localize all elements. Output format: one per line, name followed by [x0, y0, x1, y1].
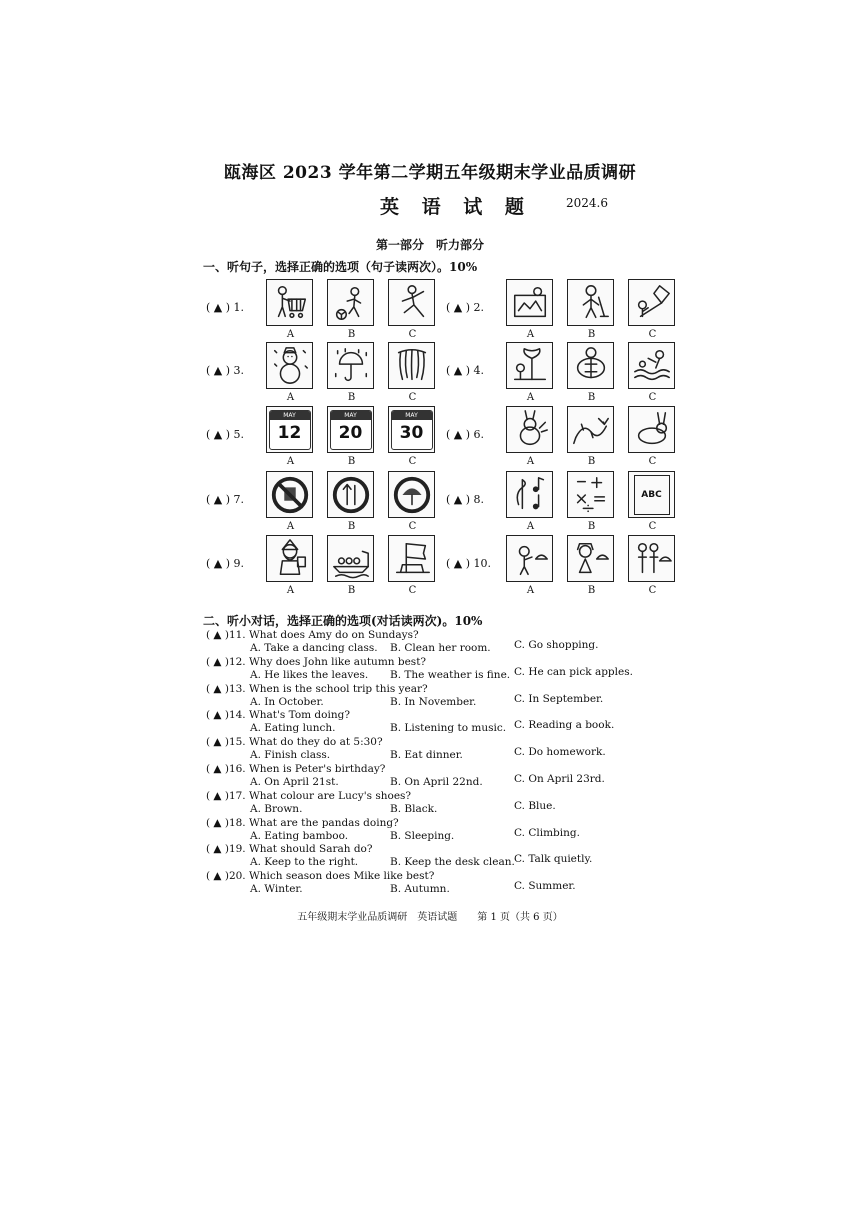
book-icon — [634, 475, 670, 515]
option-label: B — [347, 585, 356, 596]
question-stem: ( ▲ )15. What do they do at 5:30? — [206, 736, 383, 749]
football-icon — [330, 282, 372, 324]
option-b[interactable]: B. The weather is fine. — [390, 668, 511, 681]
option-label: C — [648, 585, 657, 596]
option-a[interactable]: A. He likes the leaves. — [250, 668, 369, 681]
option-c[interactable] — [628, 406, 677, 467]
question-stem: ( ▲ )18. What are the pandas doing? — [206, 816, 399, 829]
option-label: C — [408, 392, 417, 403]
dragon-icon — [570, 409, 612, 451]
option-a[interactable]: A. Brown. — [250, 802, 303, 815]
calendar-icon — [269, 410, 311, 450]
option-label: C — [648, 521, 657, 532]
picture-question — [446, 406, 689, 467]
option-label: A — [526, 456, 535, 467]
calendar-month: MAY — [392, 411, 432, 420]
option-b[interactable] — [567, 535, 616, 596]
option-a[interactable]: A. Eating bamboo. — [250, 829, 349, 842]
option-b[interactable] — [327, 279, 376, 340]
picture-box — [388, 535, 435, 582]
exam-subtitle: 英 语 试 题 — [380, 196, 532, 218]
option-b[interactable]: B. In November. — [390, 695, 477, 708]
picture-box — [266, 535, 313, 582]
option-label: A — [286, 329, 295, 340]
question-stem: ( ▲ )19. What should Sarah do? — [206, 843, 373, 856]
picture-box — [567, 471, 614, 518]
option-c[interactable]: C. Reading a book. — [514, 719, 615, 732]
option-b[interactable] — [327, 471, 376, 532]
option-c[interactable] — [388, 342, 437, 403]
option-label: A — [526, 521, 535, 532]
calendar-day: 12 — [277, 422, 302, 443]
calendar-month: MAY — [270, 411, 310, 420]
question-stem: ( ▲ )14. What's Tom doing? — [206, 709, 350, 722]
umbrella-icon — [330, 345, 372, 387]
calendar-day: 20 — [338, 422, 363, 443]
book-text: ABC — [641, 489, 662, 500]
option-label: A — [286, 456, 295, 467]
option-label: A — [286, 521, 295, 532]
picture-question — [206, 279, 449, 340]
option-b[interactable]: B. Clean her room. — [390, 642, 491, 654]
swimming-icon — [631, 345, 673, 387]
option-c[interactable] — [388, 471, 437, 532]
picture-box — [327, 342, 374, 389]
option-c[interactable] — [388, 535, 437, 596]
shopping-cart-icon — [269, 282, 311, 324]
exam-date: 2024.6 — [566, 196, 608, 210]
option-a[interactable] — [506, 342, 555, 403]
picture-question — [206, 342, 449, 403]
question-number: ( ▲ ) 2. — [446, 301, 485, 314]
question-number: ( ▲ ) 5. — [206, 428, 245, 441]
option-a[interactable] — [266, 342, 315, 403]
option-b[interactable]: B. Black. — [390, 802, 438, 815]
question-number: ( ▲ ) 7. — [206, 493, 245, 506]
option-a[interactable]: A. In October. — [250, 695, 324, 708]
rabbit-icon — [509, 409, 551, 451]
option-label: B — [347, 521, 356, 532]
picture-question — [446, 471, 689, 532]
picture-box — [327, 406, 374, 453]
picture-box — [506, 471, 553, 518]
picture-box — [388, 279, 435, 326]
no-tree-cutting-sign-icon — [391, 474, 433, 516]
part-heading: 第一部分 听力部分 — [375, 238, 484, 252]
option-c[interactable] — [628, 342, 677, 403]
picture-box — [506, 279, 553, 326]
picture-box — [567, 342, 614, 389]
picture-box — [327, 535, 374, 582]
option-b[interactable]: B. Sleeping. — [390, 829, 455, 842]
option-label: B — [347, 392, 356, 403]
option-label: A — [286, 585, 295, 596]
picture-box — [628, 535, 675, 582]
option-c[interactable]: C. Summer. — [514, 880, 576, 893]
picture-box — [628, 471, 675, 518]
option-a[interactable]: A. Finish class. — [250, 749, 331, 762]
willow-icon — [391, 345, 433, 387]
option-a[interactable]: A. On April 21st. — [250, 776, 339, 788]
option-label: A — [526, 585, 535, 596]
option-c[interactable] — [628, 279, 677, 340]
picture-question — [446, 279, 689, 340]
picture-box — [266, 342, 313, 389]
option-a[interactable] — [506, 471, 555, 532]
picture-box — [388, 406, 435, 453]
turtle-icon — [570, 345, 612, 387]
one-way-sign-icon — [330, 474, 372, 516]
option-label: C — [408, 521, 417, 532]
option-c[interactable]: C. Talk quietly. — [514, 853, 593, 866]
option-a[interactable] — [266, 471, 315, 532]
option-a[interactable]: A. Winter. — [250, 883, 303, 896]
option-b[interactable] — [327, 342, 376, 403]
girl-with-hat-icon — [570, 538, 612, 580]
calendar-month: MAY — [331, 411, 371, 420]
section1-heading: 一、听句子，选择正确的选项（句子读两次）。10% — [203, 260, 478, 274]
option-b[interactable]: B. On April 22nd. — [390, 776, 483, 788]
picture-box — [567, 406, 614, 453]
santa-icon — [269, 538, 311, 580]
question-number: ( ▲ ) 4. — [446, 364, 485, 377]
question-number: ( ▲ ) 6. — [446, 428, 485, 441]
option-a[interactable] — [506, 535, 555, 596]
option-label: B — [587, 456, 596, 467]
option-c[interactable]: C. Climbing. — [514, 826, 580, 839]
question-number: ( ▲ ) 10. — [446, 557, 492, 570]
option-c[interactable]: C. On April 23rd. — [514, 773, 605, 785]
option-label: B — [587, 585, 596, 596]
calendar-icon — [330, 410, 372, 450]
option-b[interactable] — [567, 471, 616, 532]
option-label: A — [286, 392, 295, 403]
music-notes-icon — [509, 474, 551, 516]
option-label: B — [587, 329, 596, 340]
option-b[interactable] — [567, 279, 616, 340]
family-icon — [631, 538, 673, 580]
flag-icon — [391, 538, 433, 580]
option-label: B — [587, 392, 596, 403]
picture-box — [506, 342, 553, 389]
option-a[interactable] — [266, 535, 315, 596]
option-label: C — [408, 329, 417, 340]
option-label: C — [648, 392, 657, 403]
option-a[interactable] — [506, 279, 555, 340]
option-c[interactable]: C. In September. — [514, 692, 604, 705]
option-a[interactable]: A. Take a dancing class. — [250, 642, 378, 654]
picture-box — [506, 406, 553, 453]
picture-box — [388, 471, 435, 518]
option-c[interactable]: C. He can pick apples. — [514, 665, 633, 678]
option-c[interactable] — [388, 279, 437, 340]
picture-question — [446, 342, 689, 403]
option-a[interactable]: A. Eating lunch. — [250, 722, 336, 735]
option-a[interactable] — [266, 279, 315, 340]
picture-box — [266, 279, 313, 326]
picture-box — [266, 406, 313, 453]
drawing-icon — [509, 282, 551, 324]
kite-icon — [631, 282, 673, 324]
question-number: ( ▲ ) 8. — [446, 493, 485, 506]
question-stem: ( ▲ )16. When is Peter's birthday? — [206, 763, 386, 775]
sweeping-icon — [570, 282, 612, 324]
option-label: B — [587, 521, 596, 532]
option-b[interactable]: B. Autumn. — [390, 883, 450, 896]
exam-title: 瓯海区 2023 学年第二学期五年级期末学业品质调研 — [223, 163, 637, 183]
question-stem: ( ▲ )13. When is the school trip this year? — [206, 682, 428, 695]
question-stem: ( ▲ )12. Why does John like autumn best? — [206, 655, 427, 668]
option-a[interactable] — [266, 406, 315, 467]
kungfu-icon — [391, 282, 433, 324]
option-c[interactable]: C. Go shopping. — [514, 639, 599, 651]
picture-box — [567, 279, 614, 326]
option-c[interactable] — [388, 406, 437, 467]
question-stem: ( ▲ )20. Which season does Mike like best? — [206, 870, 435, 883]
option-b[interactable] — [327, 406, 376, 467]
picture-box — [266, 471, 313, 518]
boy-with-hat-icon — [509, 538, 551, 580]
snowman-icon — [269, 345, 311, 387]
picture-box — [388, 342, 435, 389]
option-label: A — [526, 392, 535, 403]
option-c[interactable]: C. Do homework. — [514, 746, 606, 759]
question-stem: ( ▲ )11. What does Amy do on Sundays? — [206, 629, 419, 641]
calendar-day: 30 — [399, 422, 424, 443]
option-b[interactable] — [567, 406, 616, 467]
option-label: C — [648, 456, 657, 467]
picture-question — [206, 406, 449, 467]
picture-box — [628, 342, 675, 389]
page-footer: 五年级期末学业品质调研 英语试题 第 1 页（共 6 页） — [297, 912, 563, 923]
option-b[interactable]: B. Listening to music. — [390, 722, 507, 735]
picture-box — [567, 535, 614, 582]
option-label: B — [347, 456, 356, 467]
question-number: ( ▲ ) 1. — [206, 301, 245, 314]
option-label: C — [408, 585, 417, 596]
picture-question — [206, 471, 449, 532]
option-b[interactable] — [327, 535, 376, 596]
option-label: C — [648, 329, 657, 340]
section2-heading: 二、听小对话，选择正确的选项(对话读两次)。10% — [203, 614, 483, 628]
option-a[interactable]: A. Keep to the right. — [250, 856, 359, 869]
option-b[interactable] — [567, 342, 616, 403]
option-label: B — [347, 329, 356, 340]
option-b[interactable]: B. Keep the desk clean. — [390, 856, 515, 869]
question-number: ( ▲ ) 9. — [206, 557, 245, 570]
option-label: C — [408, 456, 417, 467]
rabbit-lying-icon — [631, 409, 673, 451]
picture-box — [327, 471, 374, 518]
option-label: A — [526, 329, 535, 340]
picture-box — [327, 279, 374, 326]
math-symbols-icon — [570, 474, 612, 516]
picture-question — [206, 535, 449, 596]
picnic-icon — [509, 345, 551, 387]
question-number: ( ▲ ) 3. — [206, 364, 245, 377]
option-c[interactable] — [628, 535, 677, 596]
picture-box — [628, 406, 675, 453]
dragon-boat-icon — [330, 538, 372, 580]
picture-box — [628, 279, 675, 326]
picture-box — [506, 535, 553, 582]
option-c[interactable]: C. Blue. — [514, 799, 556, 812]
option-b[interactable]: B. Eat dinner. — [390, 749, 463, 762]
calendar-icon — [391, 410, 433, 450]
option-a[interactable] — [506, 406, 555, 467]
option-c[interactable] — [628, 471, 677, 532]
picture-question — [446, 535, 689, 596]
question-stem: ( ▲ )17. What colour are Lucy's shoes? — [206, 789, 412, 802]
no-litter-sign-icon — [269, 474, 311, 516]
